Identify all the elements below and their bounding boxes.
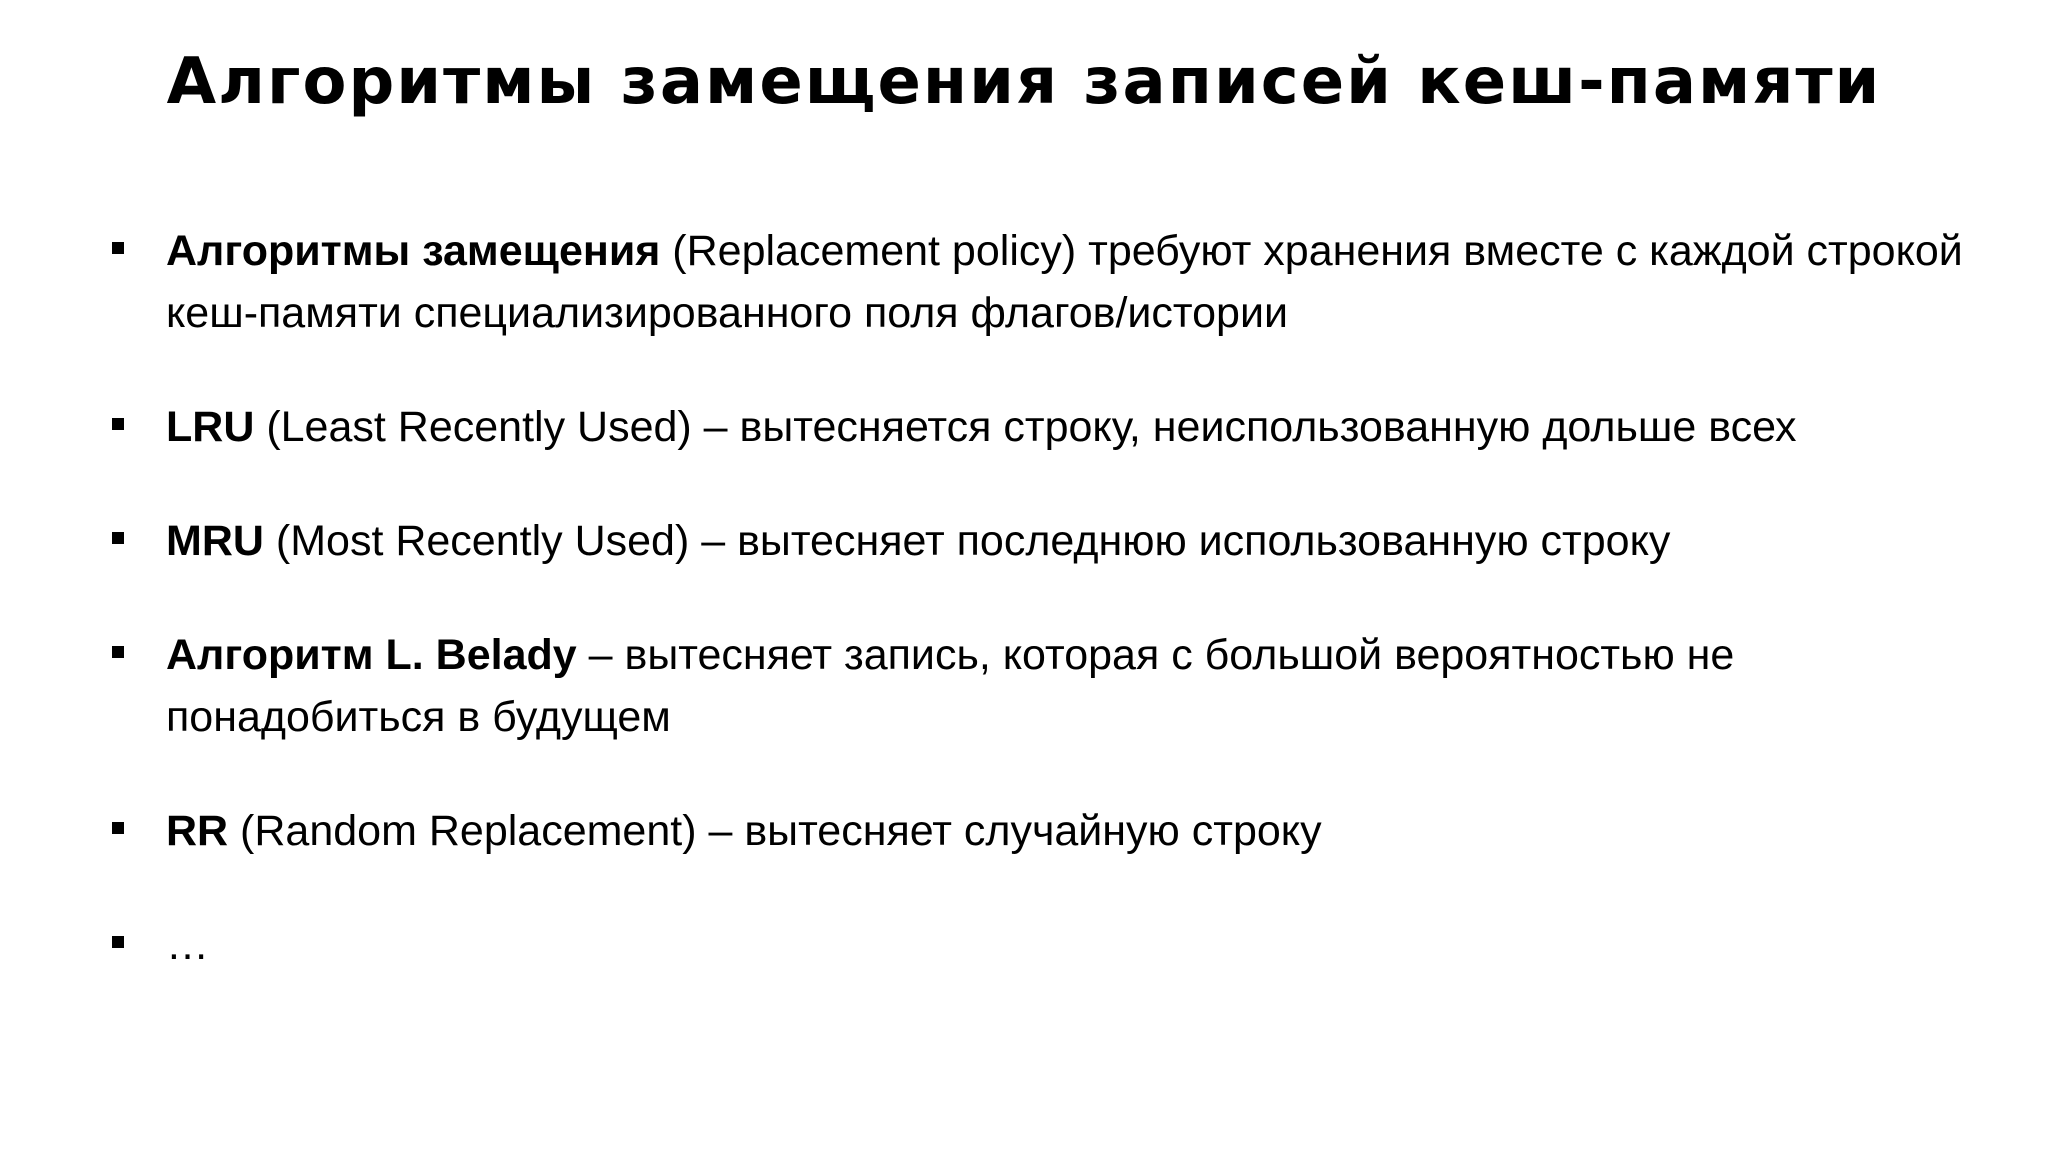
square-bullet-icon: [112, 532, 124, 544]
bullet-term: LRU: [166, 403, 255, 451]
square-bullet-icon: [112, 646, 124, 658]
bullet-description: (Random Replacement) – вытесняет случайную строку: [228, 807, 1322, 855]
square-bullet-icon: [112, 242, 124, 254]
bullet-description: …: [166, 921, 209, 969]
bullet-term: Алгоритмы замещения: [166, 227, 661, 275]
slide-title: Алгоритмы замещения записей кеш-памяти: [166, 45, 1882, 119]
bullet-term: RR: [166, 807, 229, 855]
bullet-description: (Most Recently Used) – вытесняет последнюю использованную строку: [263, 517, 1671, 565]
bullet-text: [166, 800, 1966, 862]
bullet-description: (Replacement policy) требуют хранения вместе с каждой строкой кеш-памяти специализированного поля флагов/истории: [166, 227, 1963, 337]
square-bullet-icon: [112, 822, 124, 834]
bullet-text: [166, 220, 1966, 344]
bullet-term: MRU: [166, 517, 264, 565]
square-bullet-icon: [112, 936, 124, 948]
bullet-description: – вытесняет запись, которая с большой вероятностью не понадобиться в будущем: [166, 631, 1735, 741]
bullet-text: [166, 624, 1966, 748]
square-bullet-icon: [112, 418, 124, 430]
bullet-term: Алгоритм L. Belady: [166, 631, 577, 679]
bullet-text: [166, 396, 1966, 458]
bullet-text: [166, 510, 1966, 572]
bullet-description: (Least Recently Used) – вытесняется строку, неиспользованную дольше всех: [254, 403, 1797, 451]
bullet-text: [166, 914, 1966, 976]
